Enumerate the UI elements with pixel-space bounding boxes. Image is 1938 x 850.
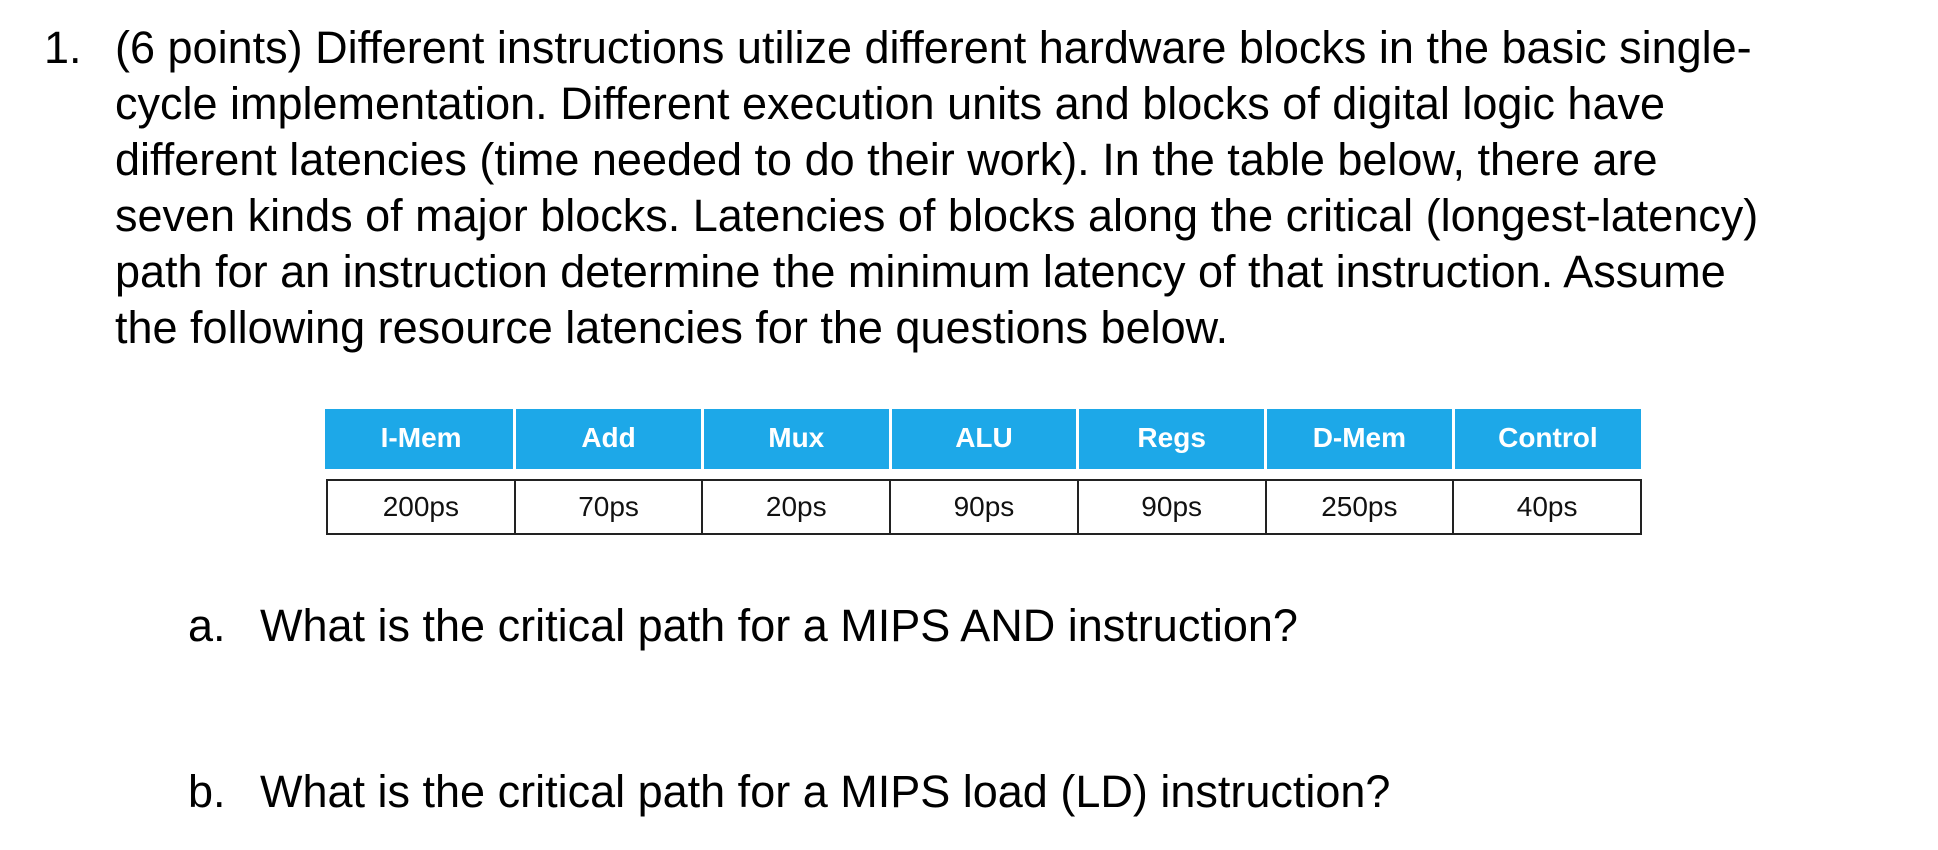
header-i-mem: I-Mem xyxy=(327,409,515,468)
header-d-mem: D-Mem xyxy=(1266,409,1454,468)
value-regs: 90ps xyxy=(1078,480,1266,534)
question-text: (6 points) Different instructions utilize different hardware blocks in the basic single- cycle implementation. Different execution units and blocks of digital logic have different latencies (time needed to do their work). In the table below, there are seven kinds of major blocks. Latencies of blocks along the critical (longest-latency) path for an instruction determine the minimum latency of that instruction. Assume the following resource latencies for the questions below. xyxy=(115,22,1759,353)
value-control: 40ps xyxy=(1453,480,1641,534)
sub-question-b xyxy=(188,764,1888,820)
header-control: Control xyxy=(1453,409,1641,468)
sub-question-label: b. xyxy=(188,766,226,817)
sub-question-text: What is the critical path for a MIPS load (LD) instruction? xyxy=(260,766,1391,817)
value-i-mem: 200ps xyxy=(327,480,515,534)
table-spacer xyxy=(327,468,1641,481)
sub-question-text: What is the critical path for a MIPS AND instruction? xyxy=(260,600,1298,651)
sub-question-a xyxy=(188,598,1888,654)
sub-question-label: a. xyxy=(188,600,226,651)
header-mux: Mux xyxy=(702,409,890,468)
latency-table xyxy=(325,409,1642,535)
question-number: 1. xyxy=(44,22,82,73)
header-alu: ALU xyxy=(890,409,1078,468)
value-d-mem: 250ps xyxy=(1266,480,1454,534)
value-alu: 90ps xyxy=(890,480,1078,534)
header-regs: Regs xyxy=(1078,409,1266,468)
value-add: 70ps xyxy=(515,480,703,534)
header-add: Add xyxy=(515,409,703,468)
table-row xyxy=(327,480,1641,534)
value-mux: 20ps xyxy=(702,480,890,534)
table-header-row xyxy=(327,409,1641,468)
